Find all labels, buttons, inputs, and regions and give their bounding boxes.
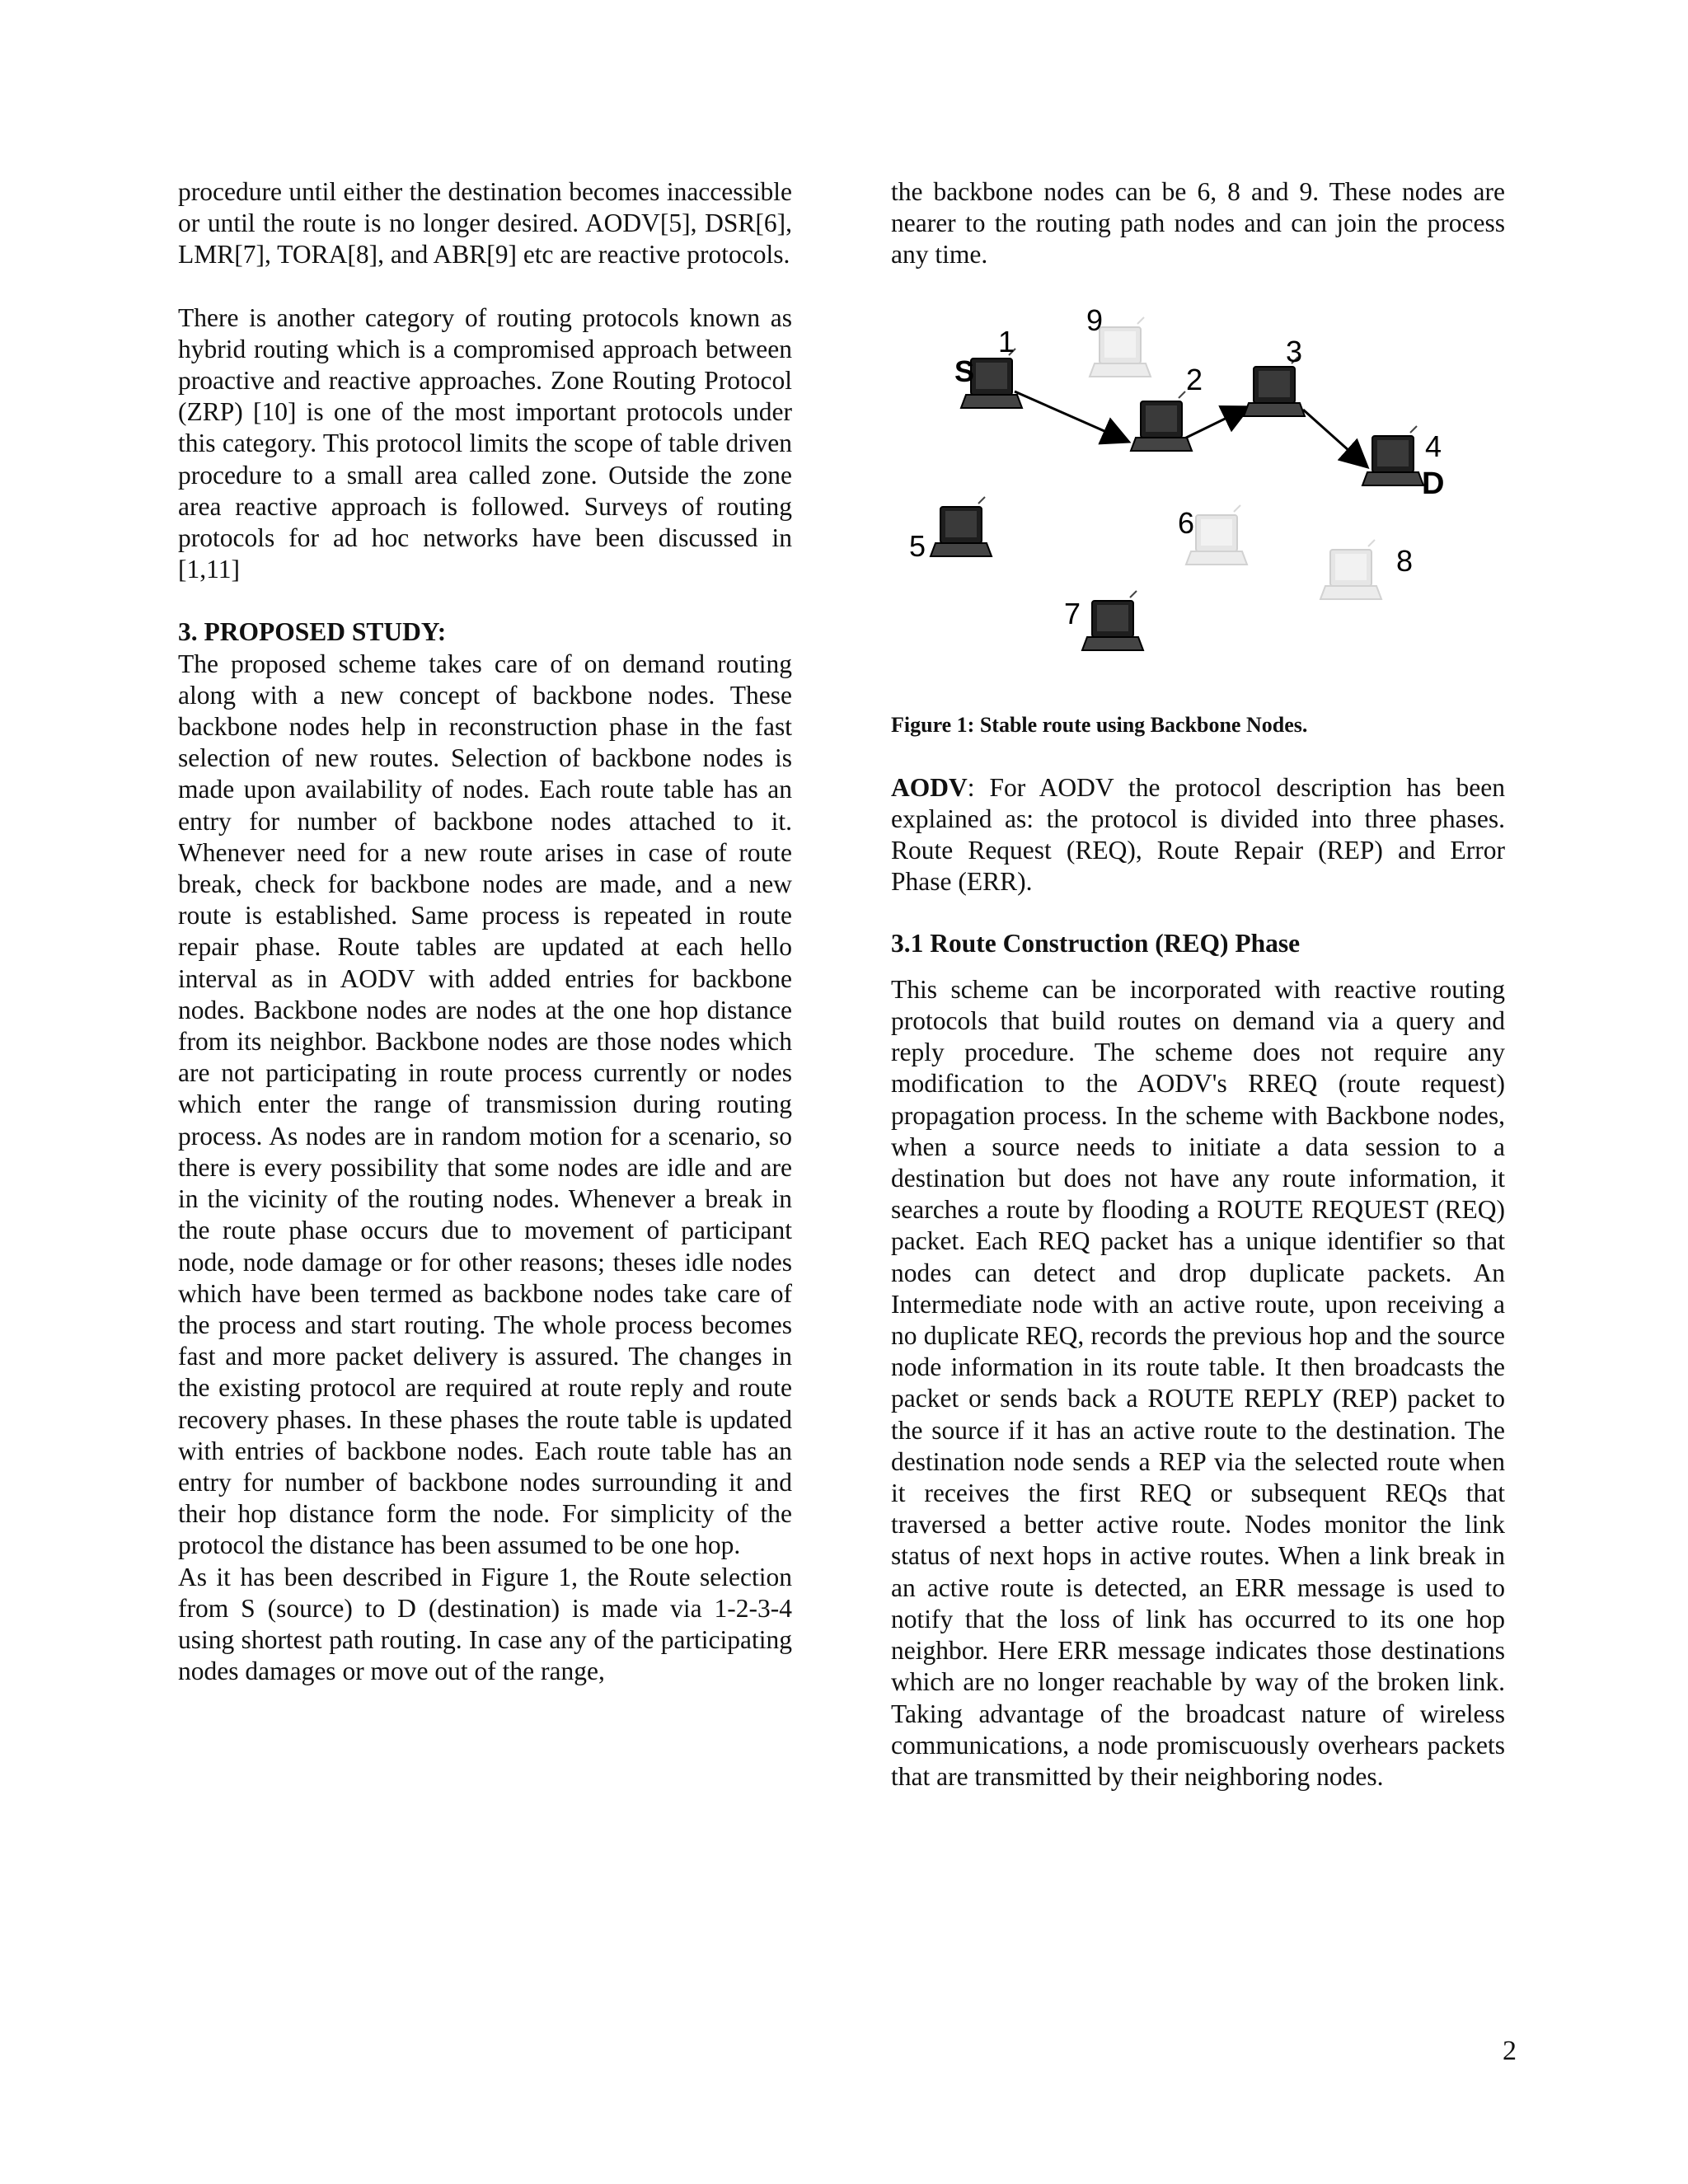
paragraph-aodv [891,772,1505,898]
network-diagram [891,294,1505,698]
node-label-6: 6 [1178,505,1195,540]
left-column [178,176,792,1687]
node-label-3: 3 [1286,334,1303,368]
section-heading-proposed-study: 3. PROPOSED STUDY: [178,617,447,647]
paragraph-backbone-nodes: the backbone nodes can be 6, 8 and 9. These nodes are nearer to the routing path nodes and can join the process any time. [891,177,1505,269]
figure-network-diagram [891,294,1505,698]
node-label-2: 2 [1186,362,1203,396]
paragraph-figure-description: As it has been described in Figure 1, the Route selection from S (source) to D (destination) is made via 1-2-3-4 using shortest path routing. In case any of the participating nodes damages or move out of the range, [178,1562,792,1686]
laptop-icon-node-2 [1131,391,1192,451]
route-arrow-2-3 [1179,408,1247,441]
right-column [891,176,1505,1793]
paragraph-reactive-protocols: procedure until either the destination becomes inaccessible or until the route is no longer desired. AODV[5], DSR[6], LMR[7], TORA[8], and ABR[9] etc are reactive protocols. [178,177,792,269]
route-arrow-3-4 [1303,410,1366,466]
paragraph-route-construction: This scheme can be incorporated with reactive routing protocols that build routes on demand via a query and reply procedure. The scheme does not require any modification to the AODV's RREQ (route request) propagation process. In the scheme with Backbone nodes, when a source needs to initiate a data session to a destination but does not have any route information, it searches a route by flooding a ROUTE REQUEST (REQ) packet. Each REQ packet has a unique identifier so that nodes can detect and drop duplicate packets. An Intermediate node with an active route, upon receiving a no duplicate REQ, records the previous hop and the source node information in its route table. It then broadcasts the packet or sends back a ROUTE REPLY (REP) packet to the source if it has an active route to the destination. The destination node sends a REP via the selected route when it receives the first REQ or subsequent REQs that traversed a better active route. Nodes monitor the link status of next hops in active routes. When a link break in an active route is detected, an ERR message is used to notify that the loss of link has occurred to its one hop neighbor. Here ERR message indicates those destinations which are no longer reachable by way of the broken link. Taking advantage of the broadcast nature of wireless communications, a node promiscuously overhears packets that are transmitted by their neighboring nodes. [891,974,1505,1791]
node-label-9: 9 [1086,302,1104,337]
aodv-label: AODV [891,772,968,802]
node-label-7: 7 [1064,596,1081,630]
node-label-4: 4 [1425,429,1442,463]
laptop-icon-node-4 [1362,426,1423,485]
paragraph-hybrid-routing: There is another category of routing protocols known as hybrid routing which is a compromised approach between proactive and reactive approaches. Zone Routing Protocol (ZRP) [10] is one of the most important protocols under this category. This protocol limits the scope of table driven procedure to a small area called zone. Outside the zone area reactive approach is followed. Surveys of routing protocols for ad hoc networks have been discussed in [1,11] [178,302,792,584]
node-label-5: 5 [909,528,926,563]
laptop-icon-node-8 [1320,540,1381,599]
laptop-icon-node-7 [1082,591,1143,650]
node-label-1: 1 [998,324,1015,359]
node-label-8: 8 [1396,543,1414,578]
laptop-icon-node-5 [931,497,992,556]
figure-caption: Figure 1: Stable route using Backbone Nodes. [891,712,1308,737]
subsection-heading-route-construction: 3.1 Route Construction (REQ) Phase [891,928,1301,958]
page-number: 2 [1503,2036,1517,2066]
aodv-description: : For AODV the protocol description has been explained as: the protocol is divided into three phases. Route Request (REQ), Route Repair (REP) and Error Phase (ERR). [891,772,1505,897]
node-label-destination: D [1422,466,1445,501]
laptop-icon-node-6 [1186,505,1247,565]
paragraph-proposed-scheme: The proposed scheme takes care of on demand routing along with a new concept of backbone nodes. These backbone nodes help in reconstruction phase in the fast selection of new routes. Selection of backbone nodes is made upon availability of nodes. Each route table has an entry for number of backbone nodes attached to it. Whenever need for a new route arises in case of route break, check for backbone nodes are made, and a new route is established. Same process is repeated in route repair phase. Route tables are updated at each hello interval as in AODV with added entries for backbone nodes. Backbone nodes are nodes at the one hop distance from its neighbor. Backbone nodes are those nodes which are not participating in route process currently or nodes which enter the range of transmission during routing process. As nodes are in random motion for a scenario, so there is every possibility that some nodes are idle and are in the vicinity of the routing nodes. Whenever a break in the route phase occurs due to movement of participant node, node damage or for other reasons; theses idle nodes which have been termed as backbone nodes take care of the process and start routing. The whole process becomes fast and more packet delivery is assured. The changes in the existing protocol are required at route reply and route recovery phases. In these phases the route table is updated with entries of backbone nodes. Each route table has an entry for number of backbone nodes surrounding it and their hop distance form the node. For simplicity of the protocol the distance has been assumed to be one hop. [178,649,792,1560]
node-label-source: S [954,354,975,388]
route-arrow-1-2 [1015,391,1127,441]
